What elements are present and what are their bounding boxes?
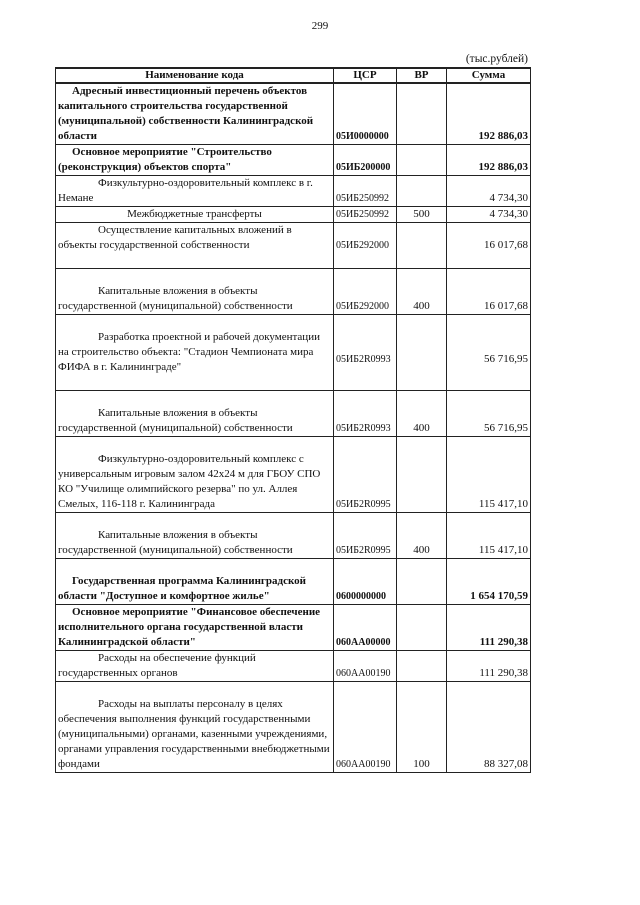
header-sum: Сумма xyxy=(447,68,531,83)
table-row xyxy=(56,559,531,605)
header-csr: ЦСР xyxy=(334,68,397,83)
row-csr: 05И0000000 xyxy=(334,83,397,145)
row-name-cell xyxy=(56,145,334,176)
table-row xyxy=(56,391,531,437)
row-sum: 111 290,38 xyxy=(447,651,531,682)
row-name-cell xyxy=(56,83,334,145)
row-sum: 56 716,95 xyxy=(447,315,531,391)
row-csr: 05ИБ2R0995 xyxy=(334,513,397,559)
row-name-cell xyxy=(56,437,334,513)
table-row xyxy=(56,207,531,223)
row-csr: 05ИБ250992 xyxy=(334,207,397,223)
row-name-cell xyxy=(56,223,334,269)
row-vr: 400 xyxy=(397,269,447,315)
table-row xyxy=(56,315,531,391)
table-row xyxy=(56,145,531,176)
row-name: Межбюджетные трансферты xyxy=(127,208,262,220)
row-csr: 05ИБ200000 xyxy=(334,145,397,176)
table-row xyxy=(56,513,531,559)
row-sum: 56 716,95 xyxy=(447,391,531,437)
row-csr: 05ИБ2R0995 xyxy=(334,437,397,513)
row-sum: 1 654 170,59 xyxy=(447,559,531,605)
row-name-cell xyxy=(56,513,334,559)
row-sum: 4 734,30 xyxy=(447,207,531,223)
row-sum: 4 734,30 xyxy=(447,176,531,207)
row-vr: 100 xyxy=(397,682,447,773)
row-vr xyxy=(397,223,447,269)
row-sum: 115 417,10 xyxy=(447,437,531,513)
row-csr: 05ИБ250992 xyxy=(334,176,397,207)
row-vr: 400 xyxy=(397,391,447,437)
row-vr xyxy=(397,83,447,145)
row-name: Капитальные вложения в объекты государственной (муниципальной) собственности xyxy=(58,529,293,556)
table-row xyxy=(56,269,531,315)
row-vr xyxy=(397,605,447,651)
row-name-cell xyxy=(56,651,334,682)
table-header-row xyxy=(56,68,531,83)
row-name: Адресный инвестиционный перечень объектов капитального строительства государственной (муниципальной) собственности Калининградской области xyxy=(58,85,314,142)
row-vr xyxy=(397,145,447,176)
header-name: Наименование кода xyxy=(56,68,334,83)
row-name: Расходы на обеспечение функций государственных органов xyxy=(58,652,256,679)
row-csr: 05ИБ2R0993 xyxy=(334,315,397,391)
row-csr: 05ИБ292000 xyxy=(334,269,397,315)
units-label: (тыс.рублей) xyxy=(465,53,528,65)
row-name-cell xyxy=(56,682,334,773)
row-vr xyxy=(397,651,447,682)
row-name: Разработка проектной и рабочей документации на строительство объекта: "Стадион Чемпионата мира ФИФА в г. Калининграде" xyxy=(58,331,320,373)
row-vr: 400 xyxy=(397,513,447,559)
row-name-cell xyxy=(56,176,334,207)
row-csr: 060АА00190 xyxy=(334,682,397,773)
row-name-cell xyxy=(56,605,334,651)
row-name-cell xyxy=(56,207,334,223)
row-csr: 05ИБ2R0993 xyxy=(334,391,397,437)
row-vr xyxy=(397,437,447,513)
row-name: Основное мероприятие "Строительство (реконструкция) объектов спорта" xyxy=(58,146,272,173)
row-csr: 060АА00190 xyxy=(334,651,397,682)
header-vr: ВР xyxy=(397,68,447,83)
row-sum: 192 886,03 xyxy=(447,145,531,176)
row-name: Капитальные вложения в объекты государственной (муниципальной) собственности xyxy=(58,407,293,434)
row-name: Осуществление капитальных вложений в объекты государственной собственности xyxy=(58,224,292,251)
budget-table xyxy=(55,67,531,773)
row-csr: 05ИБ292000 xyxy=(334,223,397,269)
table-row xyxy=(56,651,531,682)
row-sum: 192 886,03 xyxy=(447,83,531,145)
row-sum: 16 017,68 xyxy=(447,269,531,315)
row-name: Капитальные вложения в объекты государственной (муниципальной) собственности xyxy=(58,285,293,312)
row-sum: 88 327,08 xyxy=(447,682,531,773)
table-row xyxy=(56,682,531,773)
row-csr: 060АА00000 xyxy=(334,605,397,651)
row-vr xyxy=(397,559,447,605)
table-row xyxy=(56,223,531,269)
row-name-cell xyxy=(56,391,334,437)
row-name-cell xyxy=(56,315,334,391)
row-name: Государственная программа Калининградской области "Доступное и комфортное жилье" xyxy=(58,575,307,602)
table-row xyxy=(56,83,531,145)
row-vr xyxy=(397,315,447,391)
row-sum: 111 290,38 xyxy=(447,605,531,651)
row-name: Физкультурно-оздоровительный комплекс с универсальным игровым залом 42х24 м для ГБОУ СПО КО "Училище олимпийского резерва" по ул. Аллея Смелых, 116-118 г. Калининграда xyxy=(58,453,321,510)
row-vr: 500 xyxy=(397,207,447,223)
row-csr: 0600000000 xyxy=(334,559,397,605)
table-row xyxy=(56,176,531,207)
row-vr xyxy=(397,176,447,207)
row-sum: 115 417,10 xyxy=(447,513,531,559)
row-name: Расходы на выплаты персоналу в целях обеспечения выполнения функций государственными (муниципальными) органами, казенными учреждениями, органами управления государственными внебюджетными фондами xyxy=(58,698,330,770)
row-name-cell xyxy=(56,269,334,315)
row-name-cell xyxy=(56,559,334,605)
row-name: Физкультурно-оздоровительный комплекс в г. Немане xyxy=(58,177,313,204)
row-sum: 16 017,68 xyxy=(447,223,531,269)
table-row xyxy=(56,605,531,651)
row-name: Основное мероприятие "Финансовое обеспечение исполнительного органа государственной власти Калининградской области" xyxy=(58,606,321,648)
page-number: 299 xyxy=(311,20,329,32)
table-row xyxy=(56,437,531,513)
